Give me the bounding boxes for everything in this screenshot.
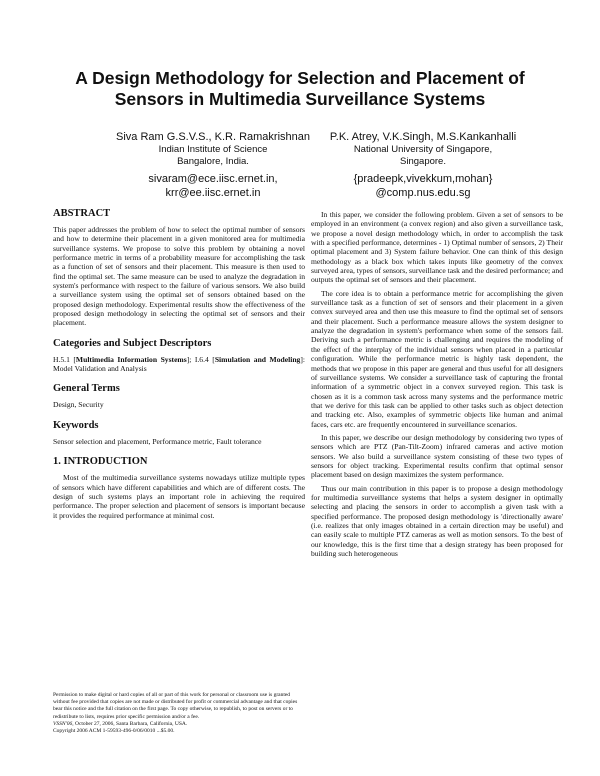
categories-bold-2: Simulation and Modeling bbox=[214, 354, 301, 364]
author-names-left: Siva Ram G.S.V.S., K.R. Ramakrishnan bbox=[116, 131, 310, 143]
email-left-2: krr@ee.iisc.ernet.in bbox=[165, 187, 261, 199]
author-block-right bbox=[308, 130, 538, 200]
categories-mid: ]; I.6.4 [ bbox=[186, 354, 215, 364]
email-right-2: @comp.nus.edu.sg bbox=[375, 187, 471, 199]
general-terms-text: Design, Security bbox=[53, 400, 104, 410]
title-line-2: Sensors in Multimedia Surveillance Systems bbox=[114, 89, 486, 109]
right-paragraph-2: The core idea is to obtain a performance metric for accomplishing the given surveillance task as a function of set of sensors and their placement in a given convex surveyed area and then use this measure to find the optimal set of sensors and their placement. Such a performance measure allows the system designer to analyze the degradation in system's performance when some of the sensors fail. Deriving such a performance metric is challenging and requires the modeling of the effect of the interplay of the individual sensors when placed in a particular configuration. While the performance metric is highly task dependent, the methods that we propose in this paper are general and thus useful for all designers of surveillance systems. We consider a surveillance task of capturing the frontal information of a symmetric object in a convex surveyed region. This task is chosen as it is a common task across many systems and the performance metric that we derive for this task can be applied to other tasks such as object detection and tracking etc. Also, examples of symmetric objects like human and animal faces, cars etc. are frequently encountered in surveillance scenarios. bbox=[311, 288, 563, 429]
venue-details: October 27, 2006, Santa Barbara, California, USA. bbox=[73, 720, 188, 727]
email-left-1: sivaram@ece.iisc.ernet.in, bbox=[148, 173, 278, 185]
title-line-1: A Design Methodology for Selection and Placement of bbox=[75, 68, 525, 88]
paper-title bbox=[40, 68, 560, 110]
email-right-1: {pradeepk,vivekkum,mohan} bbox=[353, 173, 493, 185]
author-names-right: P.K. Atrey, V.K.Singh, M.S.Kankanhalli bbox=[329, 131, 517, 143]
affiliation-left-1: Indian Institute of Science bbox=[158, 144, 268, 155]
footnote-copyright: Copyright 2006 ACM 1-59593-496-0/06/0010 ...$5.00. bbox=[53, 728, 175, 735]
introduction-heading: 1. INTRODUCTION bbox=[53, 456, 148, 468]
categories-heading: Categories and Subject Descriptors bbox=[53, 337, 212, 349]
right-paragraph-1: In this paper, we consider the following problem. Given a set of sensors to be employed in an environment (a convex region) and also given a surveillance task, we propose a novel design methodology which, in order to accomplish the task with a specified performance, determines - 1) Optimal number of sensors, 2) Their optimal placement and 3) System failure behavior. One can think of this design methodology as a black box which takes inputs like geometry of the convex surveyed area, types of sensors, surveillance task and the desired performance; and outputs the optimal set of sensors and their placement. bbox=[311, 210, 563, 285]
abstract-heading: ABSTRACT bbox=[53, 208, 111, 219]
keywords-text: Sensor selection and placement, Performance metric, Fault tolerance bbox=[53, 436, 262, 446]
author-block-left bbox=[98, 130, 328, 200]
categories-text bbox=[53, 355, 305, 374]
right-paragraph-4: Thus our main contribution in this paper is to propose a design methodology for multimedia surveillance systems that helps a system designer in optimally selecting and placing the sensors in order to accomplish a given task with a specified performance. The proposed design methodology is 'directionally aware' (i.e. realizes that only images obtained in a certain direction may be useful) and can easily scale to multiple PTZ cameras as well as motion sensors. To the best of our knowledge, this is the first time that a design strategy has been proposed for building such heterogeneous bbox=[311, 483, 563, 559]
keywords-heading: Keywords bbox=[53, 419, 99, 431]
abstract-text: This paper addresses the problem of how to select the optimal number of sensors and how to determine their placement in a given monitored area for multimedia surveillance systems. We propose to solve this problem by obtaining a novel performance metric in terms of a probability measure for accomplishing the task as a function of set of sensors and their placement. This measure is then used to find the optimal set. The same measure can be used to analyze the degradation in system's performance with respect to the failure of various sensors. We also build a surveillance system using the optimal set of sensors obtained based on the proposed design methodology. Experimental results show the effectiveness of the proposed design methodology in selecting the optimal set of sensors and their placement. bbox=[53, 225, 305, 328]
introduction-text: Most of the multimedia surveillance systems nowadays utilize multiple types of sensors which have different capabilities and which are of different costs. The design of such systems plays an important role in achieving the required performance. The proper selection and placement of sensors is important because it provides the required performance at minimal cost. bbox=[53, 473, 305, 520]
right-paragraph-3: In this paper, we describe our design methodology by considering two types of sensors which are PTZ (Pan-Tilt-Zoom) infrared cameras and active motion sensors. We also build a surveillance system consisting of these two types of sensors for object tracking. Experimental results confirm that optimal sensor placement based on design maximizes the system performance. bbox=[311, 432, 563, 480]
email-left bbox=[98, 172, 328, 200]
email-right bbox=[308, 172, 538, 200]
affiliation-left-2: Bangalore, India. bbox=[177, 156, 249, 167]
general-terms-heading: General Terms bbox=[53, 383, 120, 395]
venue-name: VSSN'06, bbox=[53, 720, 74, 727]
footnote-venue bbox=[53, 721, 305, 728]
categories-prefix: H.5.1 [ bbox=[53, 354, 76, 364]
footnote-text: Permission to make digital or hard copies of all or part of this work for personal or classroom use is granted without fee provided that copies are not made or distributed for profit or commercial advantage and that copies bear this notice and the full citation on the first page. To copy otherwise, to republish, to post on servers or to redistribute to lists, requires prior specific permission and/or a fee. bbox=[53, 692, 298, 720]
permission-footnote bbox=[53, 692, 305, 735]
affiliation-right-1: National University of Singapore, bbox=[353, 144, 493, 155]
affiliation-right-2: Singapore. bbox=[400, 156, 446, 167]
right-column bbox=[311, 210, 563, 558]
categories-suffix: ]: Model Validation and Analysis bbox=[53, 354, 305, 374]
categories-bold-1: Multimedia Information Systems bbox=[75, 354, 187, 364]
left-column bbox=[53, 208, 305, 520]
